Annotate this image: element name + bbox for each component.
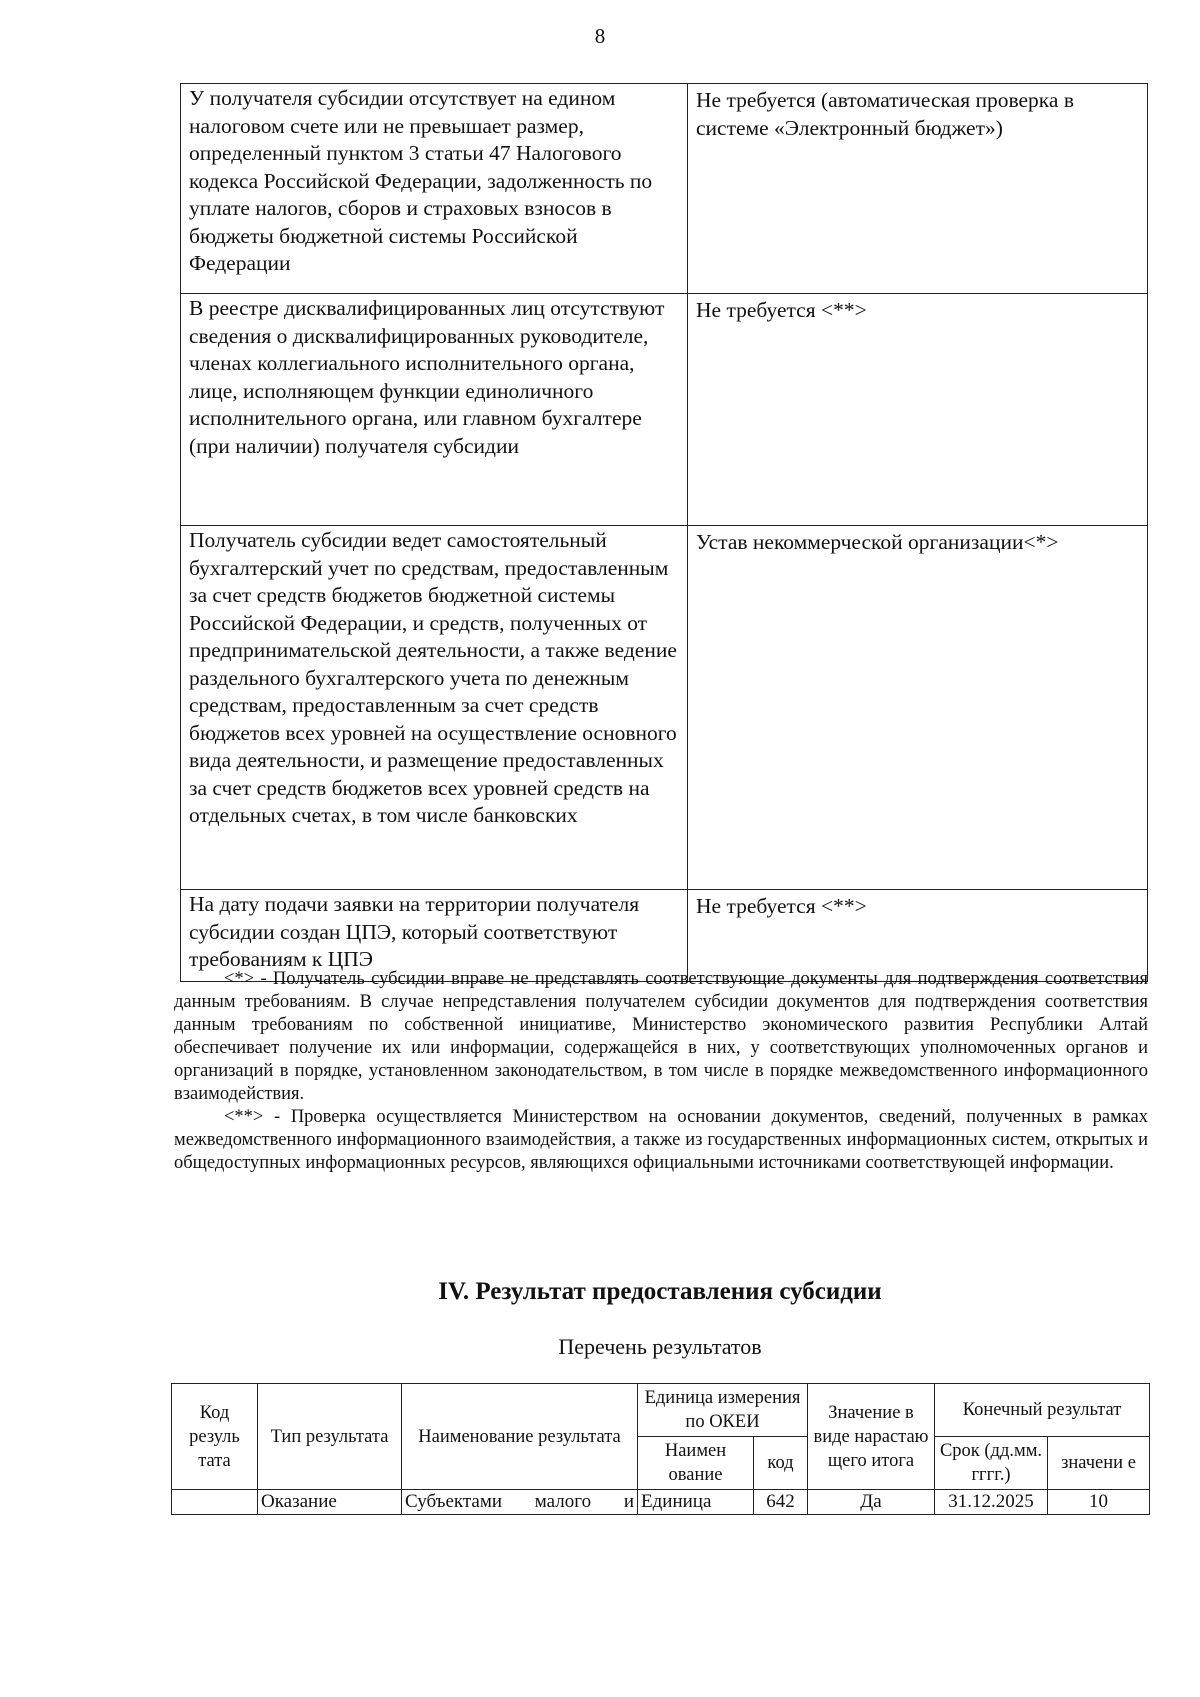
page-number: 8 [594,24,606,48]
requirement-text: Получатель субсидии ведет самостоятельный бухгалтерский учет по средствам, предоставленным за счет средств бюджетов бюджетной системы Российской Федерации, и средств, полученных от предпринимательской деятельности, а также ведение раздельного бухгалтерского учета по денежным средствам, предоставленным за счет средств бюджетов всех уровней на осуществление основного вида деятельности, и размещение предоставленных за счет средств бюджетов всех уровней средств на отдельных счетах, в том числе банковских [181,526,688,890]
header-cumulative: Значение в виде нарастаю щего итога [808,1384,935,1490]
requirement-row [181,526,1148,890]
header-value: значени е [1048,1437,1150,1490]
table-row [172,1490,1150,1515]
header-name: Наименование результата [402,1384,638,1490]
header-code: Код резуль тата [172,1384,258,1490]
requirement-text: В реестре дисквалифицированных лиц отсутствуют сведения о дисквалифицированных руководителе, членах коллегиального исполнительного органа, лице, исполняющем функции единоличного исполнительного органа, или главном бухгалтере (при наличии) получателя субсидии [181,294,688,526]
requirements-table [180,83,1148,982]
requirement-row [181,294,1148,526]
header-final-group: Конечный результат [935,1384,1150,1437]
header-row [172,1384,1150,1437]
header-deadline: Срок (дд.мм. гггг.) [935,1437,1048,1490]
result-cumulative: Да [808,1490,935,1515]
footnotes [174,968,1148,1175]
result-unit-code: 642 [754,1490,808,1515]
requirement-row [181,84,1148,294]
result-name: Субъектами малого и [402,1490,638,1515]
section-heading: IV. Результат предоставления субсидии [438,1278,882,1305]
result-type: Оказание [258,1490,402,1515]
results-table [171,1383,1150,1515]
header-unit-group: Единица измерения по ОКЕИ [638,1384,808,1437]
requirement-text: У получателя субсидии отсутствует на едином налоговом счете или не превышает размер, определенный пунктом 3 статьи 47 Налогового кодекса Российской Федерации, задолженность по уплате налогов, сборов и страховых взносов в бюджеты бюджетной системы Российской Федерации [181,84,688,294]
required-document: Не требуется <**> [688,890,1148,982]
result-code [172,1490,258,1515]
result-value: 10 [1048,1490,1150,1515]
required-document: Не требуется <**> [688,294,1148,526]
result-deadline: 31.12.2025 [935,1490,1048,1515]
required-document: Устав некоммерческой организации<*> [688,526,1148,890]
footnote-double-asterisk: <**> - Проверка осуществляется Министерством на основании документов, сведений, полученных в рамках межведомственного информационного взаимодействия, а также из государственных информационных систем, открытых и общедоступных информационных ресурсов, являющихся официальными источниками соответствующей информации. [174,1107,1148,1173]
list-title: Перечень результатов [558,1334,762,1359]
header-unit-code: код [754,1437,808,1490]
required-document: Не требуется (автоматическая проверка в системе «Электронный бюджет») [688,84,1148,294]
header-type: Тип результата [258,1384,402,1490]
header-unit-name: Наимен ование [638,1437,754,1490]
footnote-single-asterisk: <*> - Получатель субсидии вправе не представлять соответствующие документы для подтверждения соответствия данным требованиям. В случае непредставления получателем субсидии документов для подтверждения соответствия данным требованиям по собственной инициативе, Министерство экономического развития Республики Алтай обеспечивает получение их или информации, содержащейся в них, у соответствующих уполномоченных органов и организаций в порядке, установленном законодательством, в том числе в порядке межведомственного информационного взаимодействия. [174,969,1148,1104]
result-unit-name: Единица [638,1490,754,1515]
requirement-text: На дату подачи заявки на территории получателя субсидии создан ЦПЭ, который соответствуют требованиям к ЦПЭ [181,890,688,982]
